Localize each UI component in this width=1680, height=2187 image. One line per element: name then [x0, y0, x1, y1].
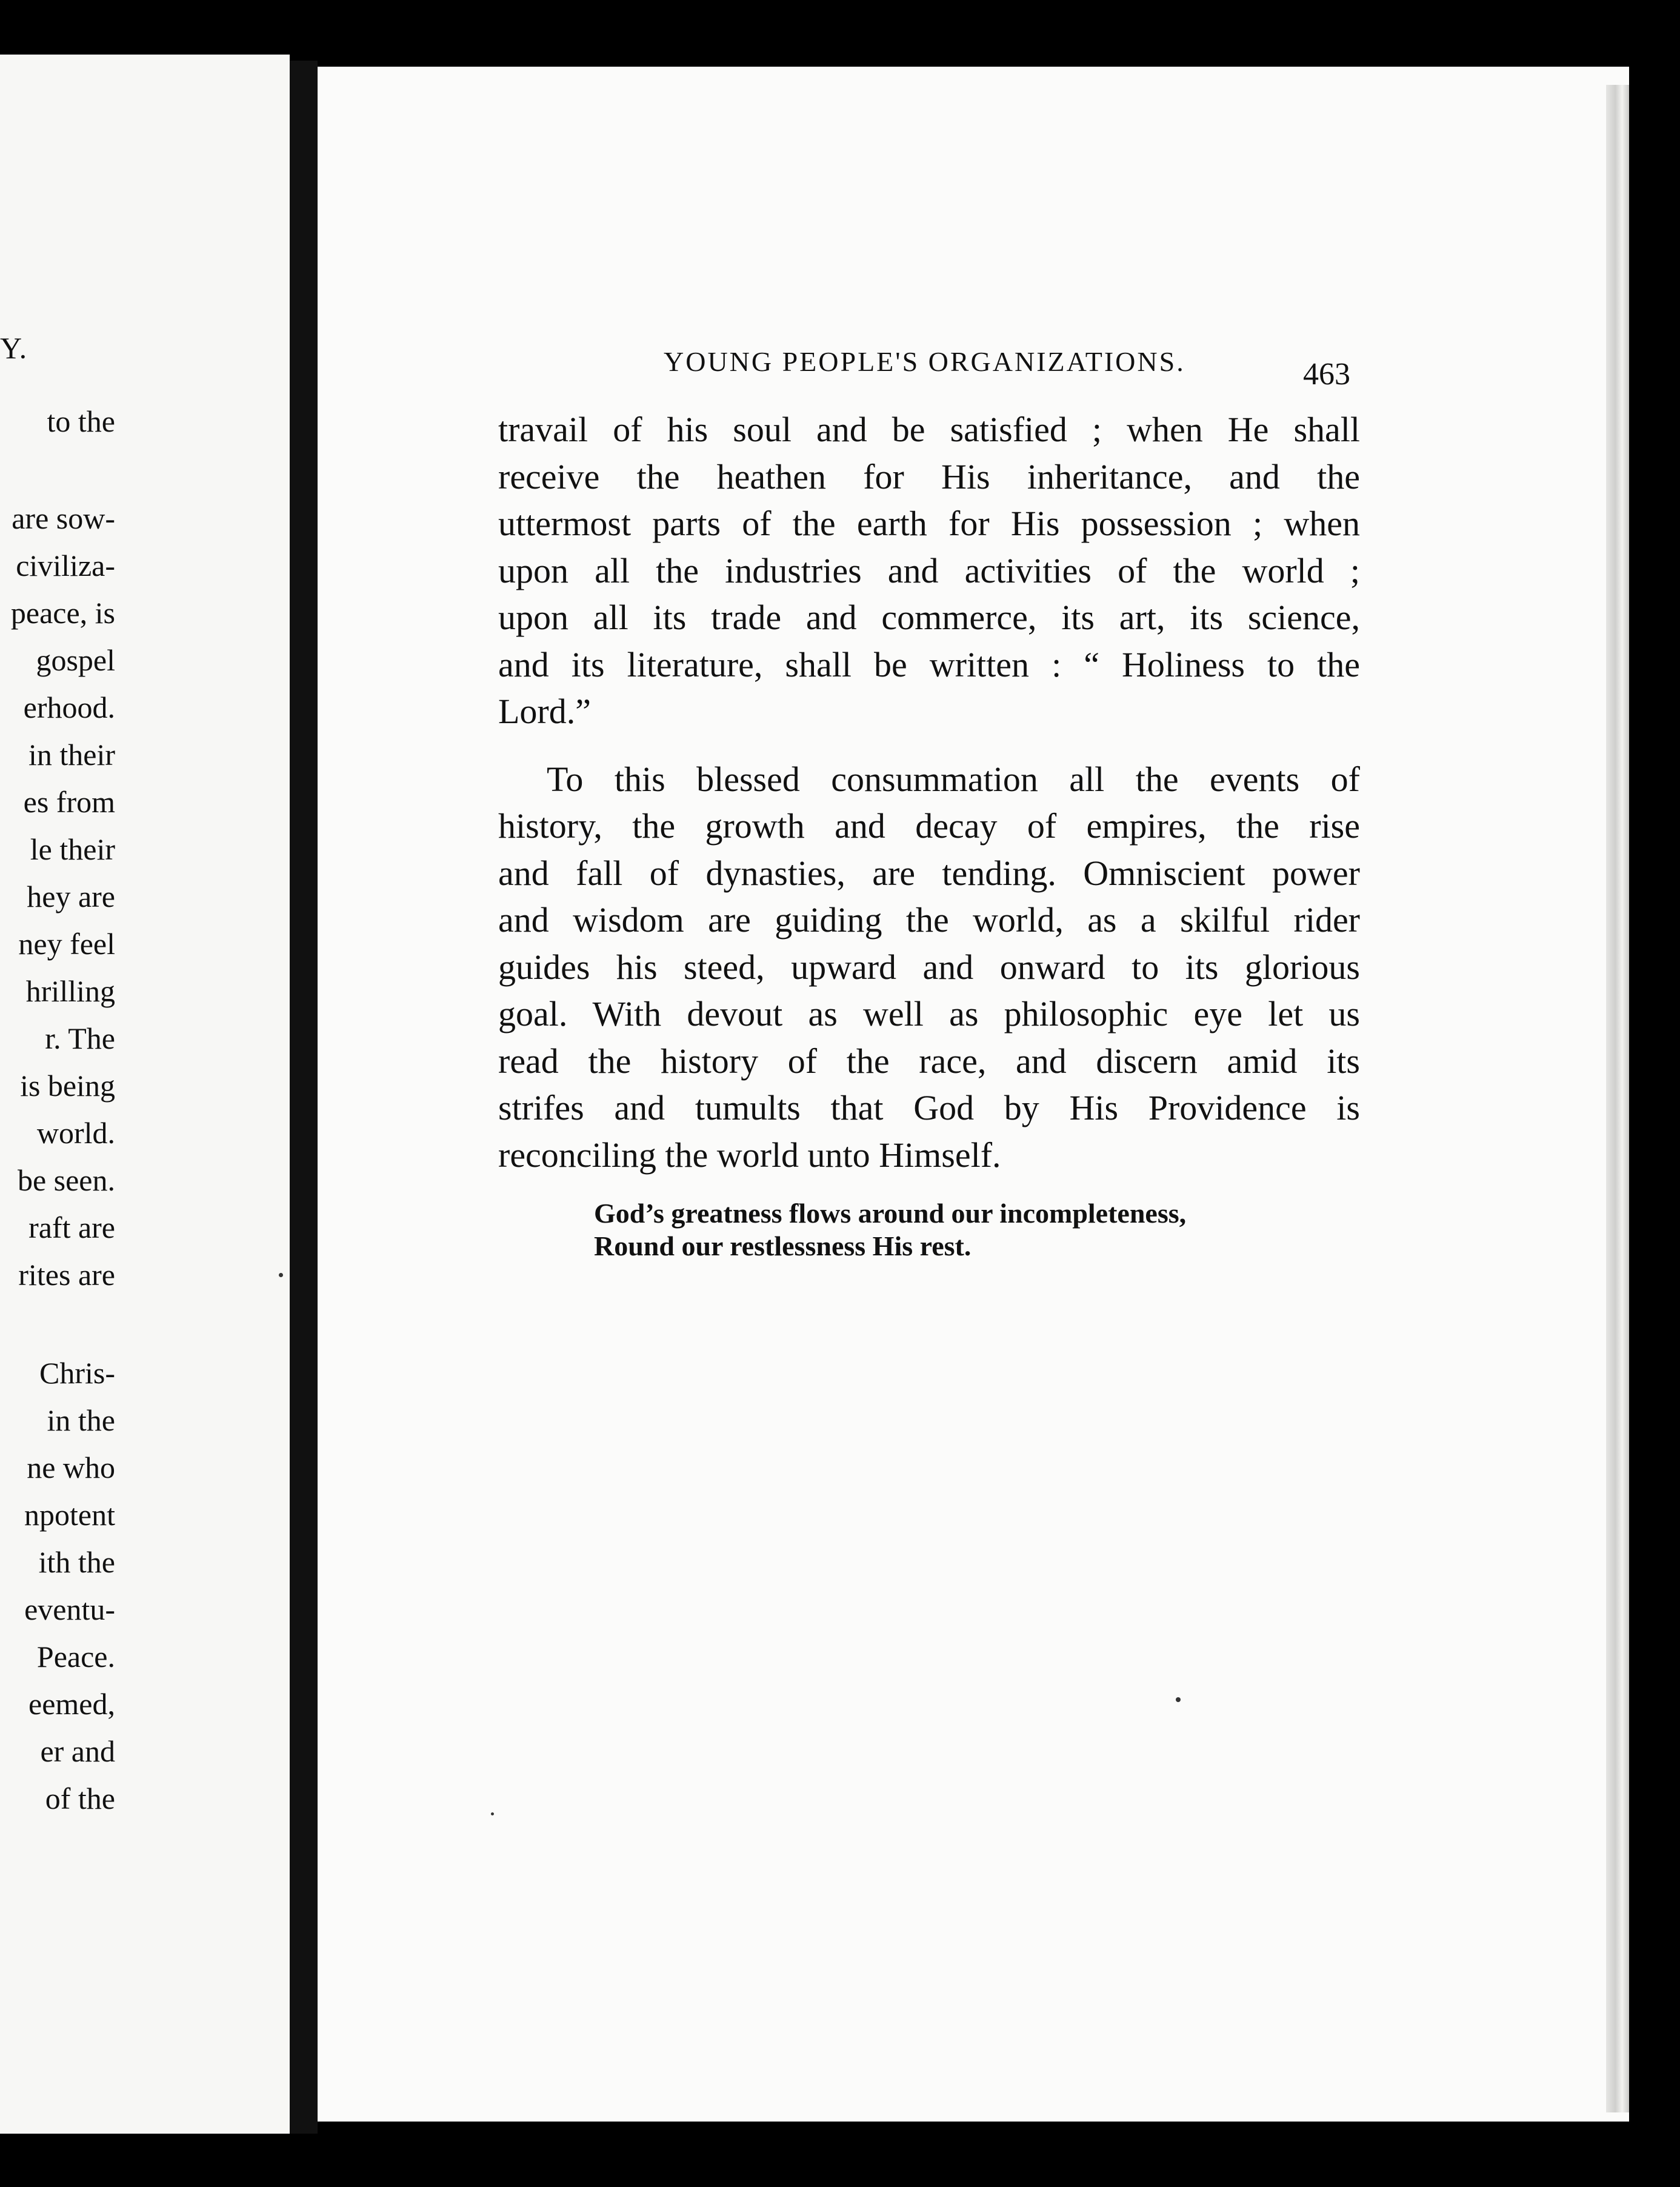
previous-page-line: be seen. [17, 1163, 115, 1197]
poem-line: Round our restlessness His rest. [594, 1230, 972, 1261]
previous-page-line: to the [47, 404, 115, 438]
text-line: guides his steed, upward and onward to its glorious [498, 947, 1360, 987]
poem-line: God’s greatness flows around our incompleteness, [594, 1198, 1187, 1229]
previous-page-line: eventu- [24, 1592, 115, 1626]
previous-page-line: ith the [38, 1545, 115, 1579]
text-line: goal. With devout as well as philosophic eye let us [498, 994, 1360, 1033]
previous-page-line: in their [28, 738, 115, 772]
previous-page-line: civiliza- [16, 549, 115, 583]
page-number: 463 [1303, 357, 1350, 392]
previous-page-line: eemed, [28, 1687, 115, 1721]
previous-page-line: er and [40, 1734, 115, 1768]
previous-page-line: ne who [27, 1451, 115, 1484]
scan-speck [491, 1812, 494, 1815]
previous-page-line: in the [47, 1403, 115, 1437]
paragraph-1 [498, 406, 1360, 735]
text-line: and wisdom are guiding the world, as a skilful rider [498, 900, 1360, 940]
scan-speck [1176, 1697, 1181, 1702]
previous-page-line: erhood. [23, 690, 115, 724]
previous-page-line: npotent [24, 1498, 115, 1532]
previous-page-line: hrilling [25, 974, 115, 1008]
text-line: history, the growth and decay of empires, the rise [498, 806, 1360, 846]
previous-page-line: are sow- [12, 501, 115, 535]
scan-speck [279, 1273, 283, 1277]
text-line: read the history of the race, and discern amid its [498, 1041, 1360, 1081]
previous-page-line: of the [45, 1781, 115, 1815]
text-line: travail of his soul and be satisfied ; when He shall [498, 410, 1360, 449]
previous-page-line: world. [36, 1116, 115, 1150]
previous-page-line: ney feel [18, 927, 115, 961]
previous-page-line: Peace. [36, 1640, 115, 1674]
text-line: and fall of dynasties, are tending. Omniscient power [498, 853, 1360, 893]
previous-page-line: is being [20, 1069, 115, 1103]
page-edge [1606, 85, 1629, 2112]
previous-page-line: gospel [36, 643, 115, 677]
previous-page-line: raft are [28, 1210, 115, 1244]
previous-page-line: r. The [45, 1021, 115, 1055]
text-line: and its literature, shall be written : “ Holiness to the [498, 644, 1360, 684]
text-line: upon all its trade and commerce, its art, its science, [498, 598, 1360, 637]
text-line: Lord.” [498, 692, 591, 731]
text-line: uttermost parts of the earth for His possession ; when [498, 504, 1360, 543]
previous-page-running-head: Y. [0, 331, 28, 365]
body-text [498, 406, 1360, 1178]
text-line: strifes and tumults that God by His Providence is [498, 1088, 1360, 1127]
previous-page-line: le their [30, 832, 115, 866]
text-line: To this blessed consummation all the events of [547, 759, 1360, 799]
text-line: receive the heathen for His inheritance, and the [498, 456, 1360, 496]
running-header: YOUNG PEOPLE'S ORGANIZATIONS. [664, 346, 1185, 377]
text-line: upon all the industries and activities of the world ; [498, 550, 1360, 590]
previous-page-line: peace, is [10, 596, 115, 630]
poem-quotation [594, 1197, 1352, 1263]
previous-page-line: Chris- [39, 1356, 115, 1390]
previous-page-line: rites are [18, 1258, 115, 1292]
previous-page-line: es from [23, 785, 115, 819]
text-line: reconciling the world unto Himself. [498, 1135, 1001, 1175]
previous-page-line: hey are [27, 880, 115, 913]
book-gutter [290, 61, 318, 2134]
paragraph-2 [498, 756, 1360, 1179]
